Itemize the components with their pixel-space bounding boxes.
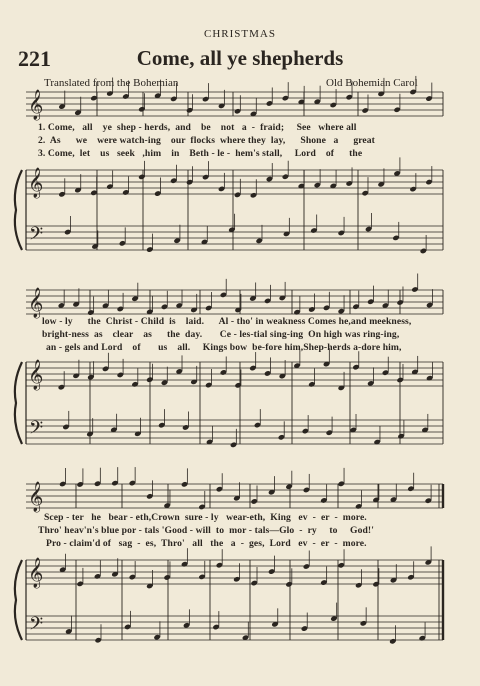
verse-3-line-2: an - gels and Lord of us all. Kings bow be-fore him,Shep-herds a-dore him,	[46, 342, 402, 353]
brace	[15, 170, 22, 250]
verse-2-line-3: Thro' heav'n's blue por - tals 'Good - will to mor - tals—Glo - ry to God!'	[38, 525, 374, 536]
section-heading: CHRISTMAS	[204, 28, 276, 40]
brace	[15, 560, 22, 640]
treble-clef: 𝄞	[28, 360, 44, 390]
verse-2-line-2: bright-ness as clear as the day. Ce - les-tial sing-ing On high was ring-ing,	[42, 329, 400, 340]
bass-clef: 𝄢	[29, 224, 44, 249]
brace	[15, 362, 22, 444]
verse-2-line-1: 2. As we were watch-ing our flocks where they lay, Shone a great	[38, 135, 375, 146]
hymn-number: 221	[18, 46, 51, 71]
verse-1-line-1: 1. Come, all ye shep - herds, and be not a - fraid; See where all	[38, 122, 357, 133]
translator-credit: Translated from the Bohemian	[44, 77, 179, 89]
composer-credit: Old Bohemian Carol	[326, 77, 418, 89]
treble-clef: 𝄞	[28, 482, 44, 512]
treble-clef: 𝄞	[28, 558, 44, 588]
treble-clef: 𝄞	[28, 90, 44, 120]
verse-1-line-3: Scep - ter he bear - eth,Crown sure - ly wear-eth, King ev - er - more.	[44, 512, 367, 523]
bass-clef: 𝄢	[29, 614, 44, 639]
treble-clef: 𝄞	[28, 168, 44, 198]
bass-clef: 𝄢	[29, 418, 44, 443]
verse-3-line-3: Pro - claim'd of sag - es, Thro' all the a - ges, Lord ev - er - more.	[46, 538, 367, 549]
treble-clef: 𝄞	[28, 288, 44, 318]
verse-3-line-1: 3. Come, let us seek ,him in Beth - le - hem's stall, Lord of the	[38, 148, 363, 159]
verse-1-line-2: low - ly the Christ - Child is laid. Al - tho' in weakness Comes he,and meekness,	[42, 316, 412, 327]
hymn-title: Come, all ye shepherds	[136, 46, 344, 70]
